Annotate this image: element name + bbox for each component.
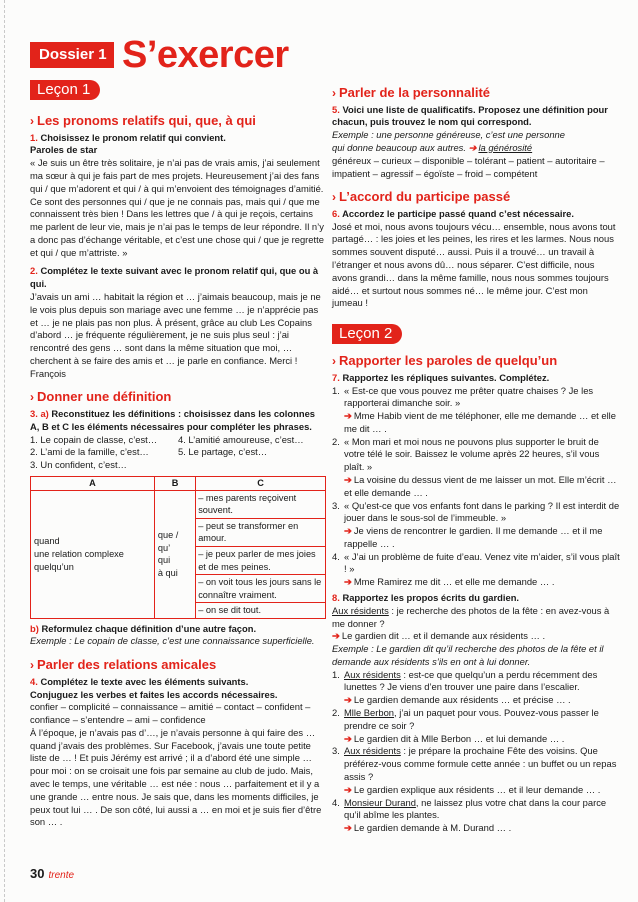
page-footer <box>30 865 74 883</box>
exercise-8-instruction: 8. Rapportez les propos écrits du gardien. <box>332 592 520 603</box>
list-item-answer: ➔ Le gardien demande aux résidents … et précise … . <box>344 694 571 706</box>
section-title-rapporter: › Rapporter les paroles de quelqu’un <box>332 353 558 369</box>
dossier-tab: Dossier 1 <box>30 42 114 68</box>
list-item: 2. « Mon mari et moi nous ne pouvons plus supporter le bruit de votre télé le soir. Baissez le volume après 22 heures, s’il vous plaît. » <box>332 435 600 473</box>
table-col-a: quand une relation complexe quelqu’un <box>31 490 155 618</box>
section-title-participe: › L’accord du participe passé <box>332 189 511 205</box>
section-title-definition: › Donner une définition <box>30 389 172 405</box>
exercise-5-example: Exemple : une personne généreuse, c’est une personne <box>332 129 565 141</box>
exercise-4-instruction-2: Conjuguez les verbes et faites les accords nécessaires. <box>30 688 278 700</box>
exercise-2-signature: François <box>30 367 66 379</box>
table-header-a: A <box>31 476 155 490</box>
page-title: S’exercer <box>122 34 289 76</box>
section-title-pronoms: › Les pronoms relatifs qui, que, à qui <box>30 113 256 128</box>
right-column <box>332 76 620 835</box>
exercise-6-instruction: 6. Accordez le participe passé quand c’est nécessaire. <box>332 207 574 219</box>
exercise-6-text: José et moi, nous avons toujours vécu… ensemble, nous avons tout partagé… : les joies et les peines, les rires et les larmes. Nous nous sommes souvent disputé… aussi. Puis il a trouvé… un travail à l’étranger et nous avons dû… nous séparer. C’est difficile, nous avons grandi… dans la même famille, nous nous sommes toujours aidé… et surtout nous sommes né… le même jour. C’est mon jumeau ! <box>332 220 616 309</box>
exercise-7-instruction: 7. Rapportez les répliques suivantes. Complétez. <box>332 371 550 383</box>
table-header-b: B <box>154 476 195 490</box>
list-item-answer: ➔ Mme Ramirez me dit … et elle me demande … . <box>344 576 555 588</box>
list-item-answer: ➔ Mme Habib vient de me téléphoner, elle me demande … et elle me dit … . <box>344 410 616 434</box>
definition-table <box>30 476 326 619</box>
list-item: 3. Un confident, c’est… <box>30 459 127 471</box>
exercise-2-text: J’avais un ami … habitait la région et … j’aimais beaucoup, mais je ne le vois plus depuis son mariage avec une femme … je n’apprécie pas et … je ne plais pas non plus. À présent, grâce au club Les Copains d’abord … je fréquente régulièrement, je ne suis plus seul : j’ai rencontré des gens … sont dans la même situation que moi, … cherchent à se faire des amis et … je parle en confiance. Merci ! <box>30 290 321 366</box>
exercise-3-items <box>30 434 326 472</box>
list-item: 2. L’ami de la famille, c’est… <box>30 446 149 458</box>
exercise-5-instruction: 5. Voici une liste de qualificatifs. Proposez une définition pour chacun, puis trouvez le nom qui correspond. <box>332 103 608 128</box>
list-item-answer: ➔ Le gardien explique aux résidents … et il leur demande … . <box>344 783 601 795</box>
exercise-1-subtitle: Paroles de star <box>30 144 98 156</box>
left-column <box>30 104 326 829</box>
page-number-word: trente <box>48 870 75 881</box>
list-item-answer: ➔ Le gardien dit à Mlle Berbon … et lui demande … . <box>344 732 565 744</box>
table-col-b: que / qu’ qui à qui <box>154 490 195 618</box>
section-title-personnalite: › Parler de la personnalité <box>332 85 491 100</box>
exercise-8-intro-answer: ➔ Le gardien dit … et il demande aux résidents … . <box>332 630 546 642</box>
exercise-5-words: généreux – curieux – disponible – tolérant – patient – autoritaire – impatient – agressif – égoïste – froid – compétent <box>332 154 605 179</box>
exercise-4-text: À l’époque, je n’avais pas d’…, je n’avais personne à qui faire des … quand j’avais des problèmes. Sur Facebook, j’avais une toute petite liste de … ! Et puis Jérémy est arrivé ; il a d’abord été une simple … pour moi : on se croisait une fois par semaine au club de judo. Mais, avec le temps, une véritable … est née : nous … parfaitement et il y a une grande … entre nous. Je sais que, dans les moments difficiles, je peux tout lui … . De son côté, lui aussi a … en moi et je suis fier d’être son … . <box>30 726 322 828</box>
page-number: 30 <box>30 866 45 881</box>
list-item: 1. Aux résidents : est-ce que quelqu’un a perdu récemment des lunettes ? Je viens d’en trouver une paire dans l’escalier. <box>332 668 598 693</box>
exercise-3b-example: Exemple : Le copain de classe, c’est une connaissance superficielle. <box>30 635 315 647</box>
table-col-c: – mes parents reçoivent souvent. – peut se transformer en amour. – je peux parler de mes joies et de mes peines. – on voit tous les jours sans le connaître vraiment. – on se dit tout. <box>196 490 326 618</box>
list-item: 2. Mlle Berbon, j’ai un paquet pour vous. Pouvez-vous passer le prendre ce soir ? <box>332 707 599 731</box>
list-item: 3. « Qu’est-ce que vos enfants font dans le parking ? Il est interdit de jouer dans le sous-sol de l’immeuble. » <box>332 499 620 524</box>
exercise-1-instruction: 1. Choisissez le pronom relatif qui convient. <box>30 131 226 143</box>
exercise-4-instruction: 4. Complétez le texte avec les éléments suivants. <box>30 675 249 687</box>
list-item: 1. « Est-ce que vous pouvez me prêter quatre chaises ? Je les rapporterai dimanche soir. » <box>332 384 594 409</box>
list-item: 4. Monsieur Durand, ne laissez plus votre chat dans la cour parce qu’il abîme les plantes. <box>332 796 607 821</box>
exercise-1-text: « Je suis un être très solitaire, je n’ai pas de vrais amis, j’ai seulement ma sœur à qui je fais part de mes projets. Heureusement j’ai des fans qui / que m’adorent et qui / à qui m’envoient des témoignages d’amitié. Ce sont des personnes qui / que je ne connais pas, mais qui / que me connaissent très bien ! Dans les lettres que / à qui je reçois, certains me parlent de leur vie, mais je n’ai pas le temps de leur répondre. Il n’y a donc pas d’échange véritable, et c’est une chose qui / que je regrette et qui / que m’attriste. » <box>30 157 324 258</box>
lecon1-badge: Leçon 1 <box>30 80 100 100</box>
exercise-5-example-2: qui donne beaucoup aux autres. ➔ la générosité <box>332 141 533 153</box>
list-item: 5. Le partage, c’est… <box>178 446 268 458</box>
list-item: 4. « J’ai un problème de fuite d’eau. Venez vite m’aider, s’il vous plaît ! » <box>332 550 620 575</box>
binding-rule <box>4 0 5 902</box>
table-header-c: C <box>196 476 326 490</box>
list-item: 3. Aux résidents : je prépare la prochaine Fête des voisins. Que préférez-vous comme formule cette année : un buffet ou un repas assis ? <box>332 745 617 782</box>
exercise-8-intro: Aux résidents : je recherche des photos de la fête : en avez-vous à me donner ? <box>332 604 610 629</box>
list-item-answer: ➔ La voisine du dessus vient de me laisser un mot. Elle m’écrit … et elle demande … . <box>344 473 617 498</box>
section-title-relations: › Parler des relations amicales <box>30 657 217 673</box>
exercise-4-words: confier – complicité – connaissance – amitié – contact – confident – confiance – s’entendre – ami – confidence <box>30 701 311 726</box>
exercise-2-instruction: 2. Complétez le texte suivant avec le pronom relatif qui, que ou à qui. <box>30 265 319 290</box>
exercise-3b-instruction: b) Reformulez chaque définition d’une autre façon. <box>30 622 257 634</box>
exercise-3a-instruction: 3. a) Reconstituez les définitions : choisissez dans les colonnes A, B et C les éléments nécessaires pour compléter les phrases. <box>30 408 315 432</box>
exercise-8-example: Exemple : Le gardien dit qu’il recherche des photos de la fête et il demande aux résidents s’ils en ont à lui donner. <box>332 643 604 667</box>
list-item-answer: ➔ Le gardien demande à M. Durand … . <box>344 822 512 834</box>
list-item: 1. Le copain de classe, c’est… <box>30 433 158 445</box>
list-item-answer: ➔ Je viens de rencontrer le gardien. Il me demande … et il me rappelle … . <box>344 525 603 549</box>
list-item: 4. L’amitié amoureuse, c’est… <box>178 433 304 445</box>
lecon2-badge: Leçon 2 <box>332 324 402 344</box>
